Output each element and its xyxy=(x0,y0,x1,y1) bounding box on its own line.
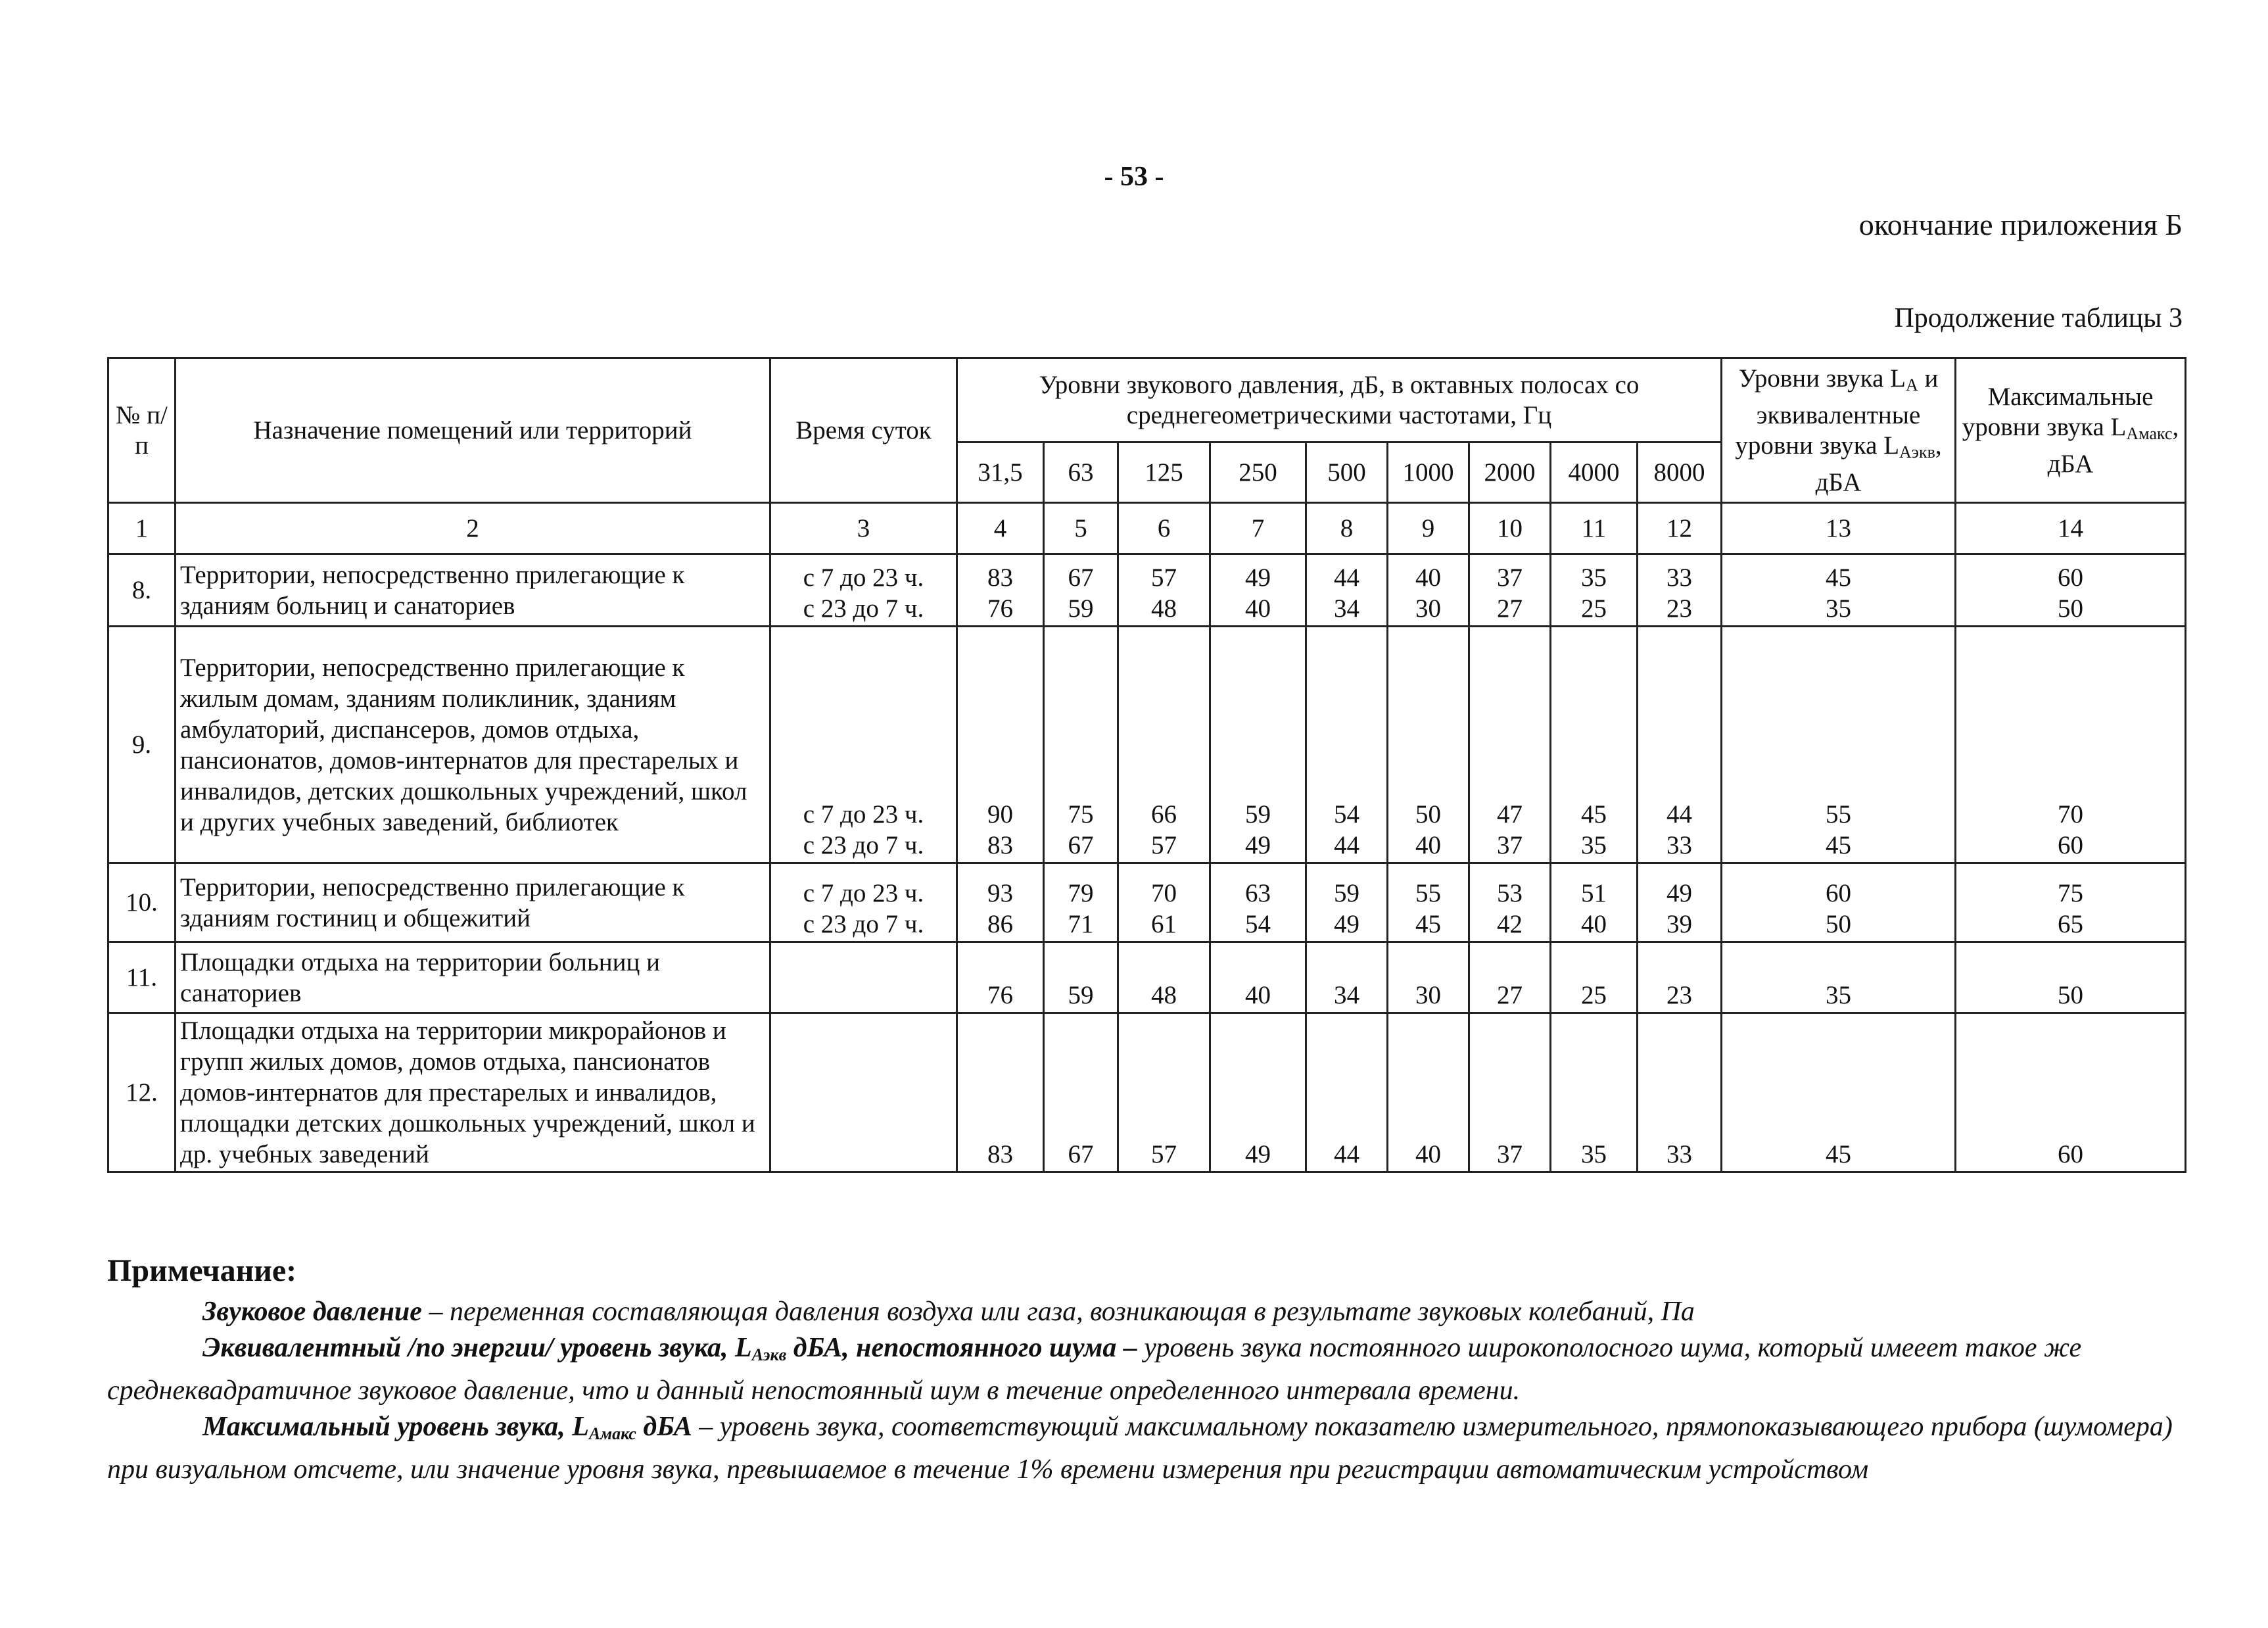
value: 57 xyxy=(1151,563,1177,592)
value: 27 xyxy=(1497,594,1523,623)
value-cell xyxy=(957,863,1044,942)
value: 40 xyxy=(1245,981,1271,1009)
value: 30 xyxy=(1415,981,1441,1009)
value: 65 xyxy=(2058,910,2084,938)
value: 55 xyxy=(1826,800,1852,828)
value-cell xyxy=(1722,1013,1956,1172)
row-purpose: Территории, непосредственно прилегающие к жилым домам, зданиям поликлиник, зданиям амбулаторий, диспансеров, домов отдыха, пансионатов, домов-интернатов для престарелых и инвалидов, детских дошкольных учреждений, школ и других учебных заведений, библиотек xyxy=(176,627,770,863)
row-number: 9. xyxy=(108,627,176,863)
time-line: с 23 до 7 ч. xyxy=(803,910,924,938)
value: 75 xyxy=(2058,879,2084,907)
value: 55 xyxy=(1415,879,1441,907)
table-row xyxy=(108,942,2186,1013)
value: 86 xyxy=(987,910,1013,938)
value: 37 xyxy=(1497,563,1523,592)
value: 57 xyxy=(1151,831,1177,859)
value: 40 xyxy=(1245,594,1271,623)
header-freq: 2000 xyxy=(1469,443,1551,503)
time-line: с 7 до 23 ч. xyxy=(803,879,924,907)
table-row xyxy=(108,554,2186,627)
value: 60 xyxy=(2058,1140,2084,1168)
value: 45 xyxy=(1415,910,1441,938)
column-number: 10 xyxy=(1469,503,1551,554)
value-cell xyxy=(1551,863,1638,942)
value: 76 xyxy=(987,594,1013,623)
value: 49 xyxy=(1245,1140,1271,1168)
value: 35 xyxy=(1826,981,1852,1009)
value-cell xyxy=(1044,942,1118,1013)
column-number: 8 xyxy=(1306,503,1388,554)
value-cell xyxy=(1388,627,1469,863)
value: 50 xyxy=(1415,800,1441,828)
value: 25 xyxy=(1581,981,1607,1009)
value-cell xyxy=(1044,554,1118,627)
value-cell xyxy=(1306,627,1388,863)
header-freq: 8000 xyxy=(1638,443,1722,503)
value: 90 xyxy=(987,800,1013,828)
value-cell xyxy=(1551,627,1638,863)
time-line: с 23 до 7 ч. xyxy=(803,831,924,859)
value-cell xyxy=(1722,942,1956,1013)
value-cell xyxy=(1210,1013,1306,1172)
row-time xyxy=(770,942,957,1013)
value: 27 xyxy=(1497,981,1523,1009)
row-time xyxy=(770,863,957,942)
header-purpose: Назначение помещений или территорий xyxy=(176,358,770,503)
value: 45 xyxy=(1826,831,1852,859)
value-cell xyxy=(1118,942,1210,1013)
value: 37 xyxy=(1497,1140,1523,1168)
value-cell xyxy=(1469,863,1551,942)
value: 35 xyxy=(1826,594,1852,623)
column-number: 9 xyxy=(1388,503,1469,554)
value: 61 xyxy=(1151,910,1177,938)
appendix-caption: окончание приложения Б xyxy=(1858,208,2183,241)
column-number: 13 xyxy=(1722,503,1956,554)
value: 70 xyxy=(1151,879,1177,907)
note xyxy=(107,1253,2198,1488)
value-cell xyxy=(1044,1013,1118,1172)
header-la: Уровни звука $L_А$ и эквивалентные уровни звука $L_{Аэкв}$, дБА xyxy=(1722,358,1956,503)
value-cell xyxy=(1118,627,1210,863)
value: 54 xyxy=(1334,800,1359,828)
row-number: 10. xyxy=(108,863,176,942)
value: 67 xyxy=(1068,563,1094,592)
column-number: 6 xyxy=(1118,503,1210,554)
value-cell xyxy=(1118,554,1210,627)
value-cell xyxy=(1956,942,2186,1013)
value-cell xyxy=(1388,863,1469,942)
noise-norms-table xyxy=(107,357,2186,1173)
value: 42 xyxy=(1497,910,1523,938)
table-row xyxy=(108,863,2186,942)
header-max: Максимальные уровни звука $L_{Амакс}$, дБА xyxy=(1956,358,2186,503)
header-freq: 31,5 xyxy=(957,443,1044,503)
header-time: Время суток xyxy=(770,358,957,503)
value: 59 xyxy=(1068,594,1094,623)
row-purpose: Площадки отдыха на территории больниц и санаториев xyxy=(176,942,770,1013)
value-cell xyxy=(1638,863,1722,942)
value-cell xyxy=(1118,863,1210,942)
value: 60 xyxy=(1826,879,1852,907)
header-levels-group: Уровни звукового давления, дБ, в октавных полосах со среднегеометрическими частотами, Гц xyxy=(957,358,1722,443)
value: 83 xyxy=(987,831,1013,859)
header-freq: 125 xyxy=(1118,443,1210,503)
value-cell xyxy=(1388,1013,1469,1172)
value-cell xyxy=(1388,554,1469,627)
value: 60 xyxy=(2058,831,2084,859)
value: 30 xyxy=(1415,594,1441,623)
value: 33 xyxy=(1666,831,1692,859)
value: 67 xyxy=(1068,831,1094,859)
value: 53 xyxy=(1497,879,1523,907)
value: 45 xyxy=(1826,563,1852,592)
value-cell xyxy=(1306,863,1388,942)
time-line: с 7 до 23 ч. xyxy=(803,563,924,592)
value-cell xyxy=(1551,554,1638,627)
row-number: 12. xyxy=(108,1013,176,1172)
value: 93 xyxy=(987,879,1013,907)
table-row xyxy=(108,1013,2186,1172)
value: 54 xyxy=(1245,910,1271,938)
value-cell xyxy=(1551,942,1638,1013)
table-row xyxy=(108,627,2186,863)
value: 67 xyxy=(1068,1140,1094,1168)
row-purpose: Площадки отдыха на территории микрорайонов и групп жилых домов, домов отдыха, пансионатов домов-интернатов для престарелых и инвалидов, площадки детских дошкольных учреждений, школ и др. учебных заведений xyxy=(176,1013,770,1172)
column-number: 2 xyxy=(176,503,770,554)
value: 44 xyxy=(1334,1140,1359,1168)
header-freq: 250 xyxy=(1210,443,1306,503)
value: 45 xyxy=(1826,1140,1852,1168)
row-purpose: Территории, непосредственно прилегающие к зданиям больниц и санаториев xyxy=(176,554,770,627)
value: 70 xyxy=(2058,800,2084,828)
value-cell xyxy=(1210,942,1306,1013)
value: 48 xyxy=(1151,594,1177,623)
value-cell xyxy=(1638,554,1722,627)
row-purpose: Территории, непосредственно прилегающие к зданиям гостиниц и общежитий xyxy=(176,863,770,942)
value: 59 xyxy=(1068,981,1094,1009)
row-time xyxy=(770,1013,957,1172)
value-cell xyxy=(1638,942,1722,1013)
header-freq: 500 xyxy=(1306,443,1388,503)
value: 44 xyxy=(1334,563,1359,592)
column-number: 4 xyxy=(957,503,1044,554)
value: 50 xyxy=(2058,981,2084,1009)
value-cell xyxy=(1551,1013,1638,1172)
value-cell xyxy=(1306,942,1388,1013)
column-number: 1 xyxy=(108,503,176,554)
time-line: с 23 до 7 ч. xyxy=(803,594,924,623)
note-equivalent-level: Эквивалентный /по энергии/ уровень звука, $L_{Аэкв}$ дБА, непостоянного шума – уровень звука постоянного широкополосного шума, который имееет такое же среднеквадратичное звуковое давление, что и данный непостоянный шум в течение определенного интервала времени. xyxy=(107,1333,2082,1406)
column-number: 12 xyxy=(1638,503,1722,554)
value: 40 xyxy=(1415,563,1441,592)
value: 44 xyxy=(1666,800,1692,828)
value-cell xyxy=(1469,942,1551,1013)
value: 83 xyxy=(987,1140,1013,1168)
value: 35 xyxy=(1581,563,1607,592)
value-cell xyxy=(1722,627,1956,863)
value: 33 xyxy=(1666,1140,1692,1168)
value-cell xyxy=(1210,863,1306,942)
value-cell xyxy=(1306,1013,1388,1172)
value-cell xyxy=(1956,1013,2186,1172)
value: 49 xyxy=(1245,831,1271,859)
value-cell xyxy=(1210,627,1306,863)
column-number: 5 xyxy=(1044,503,1118,554)
header-num: № п/п xyxy=(108,358,176,503)
value-cell xyxy=(1956,554,2186,627)
value: 66 xyxy=(1151,800,1177,828)
value: 35 xyxy=(1581,831,1607,859)
value-cell xyxy=(1638,627,1722,863)
column-number: 3 xyxy=(770,503,957,554)
value: 71 xyxy=(1068,910,1094,938)
value-cell xyxy=(1118,1013,1210,1172)
note-heading: Примечание: xyxy=(107,1253,297,1288)
column-number: 14 xyxy=(1956,503,2186,554)
value: 23 xyxy=(1666,981,1692,1009)
value: 39 xyxy=(1666,910,1692,938)
value-cell xyxy=(1469,554,1551,627)
value-cell xyxy=(1638,1013,1722,1172)
value-cell xyxy=(957,1013,1044,1172)
time-line: с 7 до 23 ч. xyxy=(803,800,924,828)
value: 33 xyxy=(1666,563,1692,592)
value: 79 xyxy=(1068,879,1094,907)
value: 40 xyxy=(1581,910,1607,938)
value-cell xyxy=(957,627,1044,863)
value-cell xyxy=(1722,863,1956,942)
value: 40 xyxy=(1415,1140,1441,1168)
value-cell xyxy=(1956,863,2186,942)
row-number: 8. xyxy=(108,554,176,627)
column-number-row xyxy=(108,503,2186,554)
value-cell xyxy=(1388,942,1469,1013)
value-cell xyxy=(1044,863,1118,942)
page-number: - 53 - xyxy=(1104,162,1164,192)
value-cell xyxy=(1044,627,1118,863)
header-freq: 4000 xyxy=(1551,443,1638,503)
note-sound-pressure: Звуковое давление – переменная составляющая давления воздуха или газа, возникающая в результате звуковых колебаний, Па xyxy=(202,1297,1695,1327)
value: 75 xyxy=(1068,800,1094,828)
value: 59 xyxy=(1334,879,1359,907)
value: 45 xyxy=(1581,800,1607,828)
value: 49 xyxy=(1666,879,1692,907)
value: 35 xyxy=(1581,1140,1607,1168)
header-freq: 1000 xyxy=(1388,443,1469,503)
value: 60 xyxy=(2058,563,2084,592)
value: 76 xyxy=(987,981,1013,1009)
value-cell xyxy=(1956,627,2186,863)
value-cell xyxy=(1469,627,1551,863)
row-time xyxy=(770,554,957,627)
value: 49 xyxy=(1334,910,1359,938)
value: 40 xyxy=(1415,831,1441,859)
value: 57 xyxy=(1151,1140,1177,1168)
row-number: 11. xyxy=(108,942,176,1013)
value: 59 xyxy=(1245,800,1271,828)
value-cell xyxy=(1469,1013,1551,1172)
value: 44 xyxy=(1334,831,1359,859)
value-cell xyxy=(1210,554,1306,627)
value-cell xyxy=(957,942,1044,1013)
value-cell xyxy=(957,554,1044,627)
value: 25 xyxy=(1581,594,1607,623)
value: 37 xyxy=(1497,831,1523,859)
value-cell xyxy=(1722,554,1956,627)
value: 83 xyxy=(987,563,1013,592)
value: 34 xyxy=(1334,594,1359,623)
value: 48 xyxy=(1151,981,1177,1009)
note-max-level: Максимальный уровень звука, $L_{Амакс}$ дБА – уровень звука, соответствующий максимальному показателю измерительного, прямопоказывающего прибора (шумомера) при визуальном отсчете, или значение уровня звука, превышаемое в течение 1% времени измерения при регистрации автоматическим устройством xyxy=(107,1412,2173,1485)
value: 34 xyxy=(1334,981,1359,1009)
table-caption: Продолжение таблицы 3 xyxy=(1894,303,2183,333)
header-freq: 63 xyxy=(1044,443,1118,503)
value: 47 xyxy=(1497,800,1523,828)
row-time xyxy=(770,627,957,863)
column-number: 11 xyxy=(1551,503,1638,554)
value: 51 xyxy=(1581,879,1607,907)
value-cell xyxy=(1306,554,1388,627)
value: 50 xyxy=(1826,910,1852,938)
column-number: 7 xyxy=(1210,503,1306,554)
value: 63 xyxy=(1245,879,1271,907)
value: 49 xyxy=(1245,563,1271,592)
value: 50 xyxy=(2058,594,2084,623)
value: 23 xyxy=(1666,594,1692,623)
